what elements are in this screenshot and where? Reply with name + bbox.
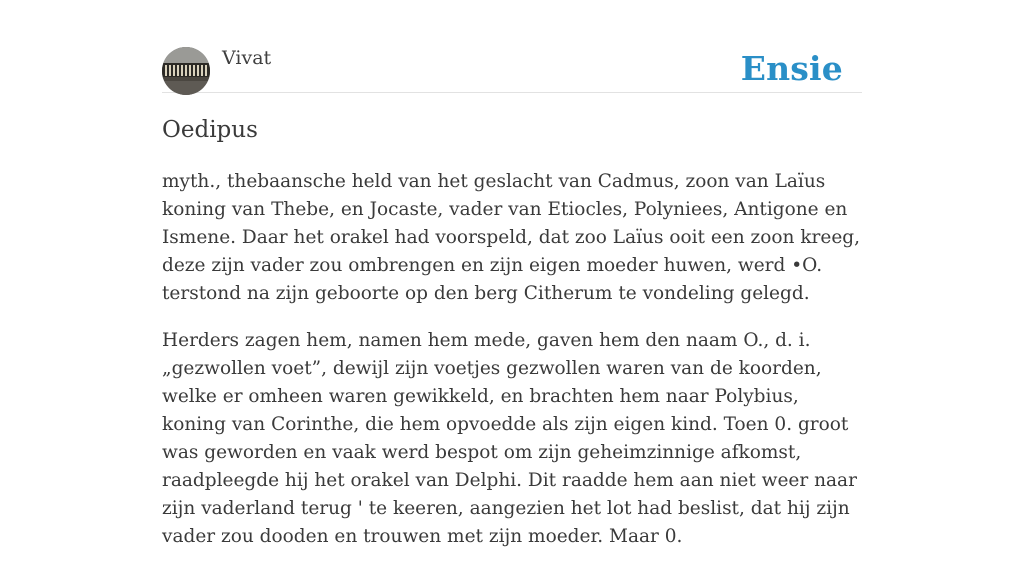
article-page <box>162 0 862 547</box>
article-paragraph: myth., thebaansche held van het geslacht van Cadmus, zoon van Laïus koning van Thebe, en Jocaste, vader van Etiocles, Polyniees, Antigone en Ismene. Daar het orakel had voorspeld, dat zoo Laïus ooit een zoon kreeg, deze zijn vader zou ombrengen en zijn eigen moeder huwen, werd •O. terstond na zijn geboorte op den berg Citherum te vondeling gelegd. <box>162 171 861 304</box>
article-title: Oedipus <box>162 117 258 143</box>
header <box>162 0 862 93</box>
typewriter-image-icon <box>162 47 210 95</box>
avatar[interactable] <box>162 47 210 95</box>
author-link[interactable]: Vivat <box>222 47 272 69</box>
brand-logo[interactable]: Ensie <box>740 49 843 88</box>
article-paragraph: Herders zagen hem, namen hem mede, gaven hem den naam O., d. i. „gezwollen voet”, dewijl zijn voetjes gezwollen waren van de koorden, welke er omheen waren gewikkeld, en brachten hem naar Polybius, koning van Corinthe, die hem opvoedde als zijn eigen kind. Toen 0. groot was geworden en vaak werd bespot om zijn geheimzinnige afkomst, raadpleegde hij het orakel van Delphi. Dit raadde hem aan niet weer naar zijn vaderland terug ' te keeren, aangezien het lot had beslist, dat hij zijn vader zou dooden en trouwen met zijn moeder. Maar 0. <box>162 330 857 547</box>
article-body <box>162 168 862 570</box>
